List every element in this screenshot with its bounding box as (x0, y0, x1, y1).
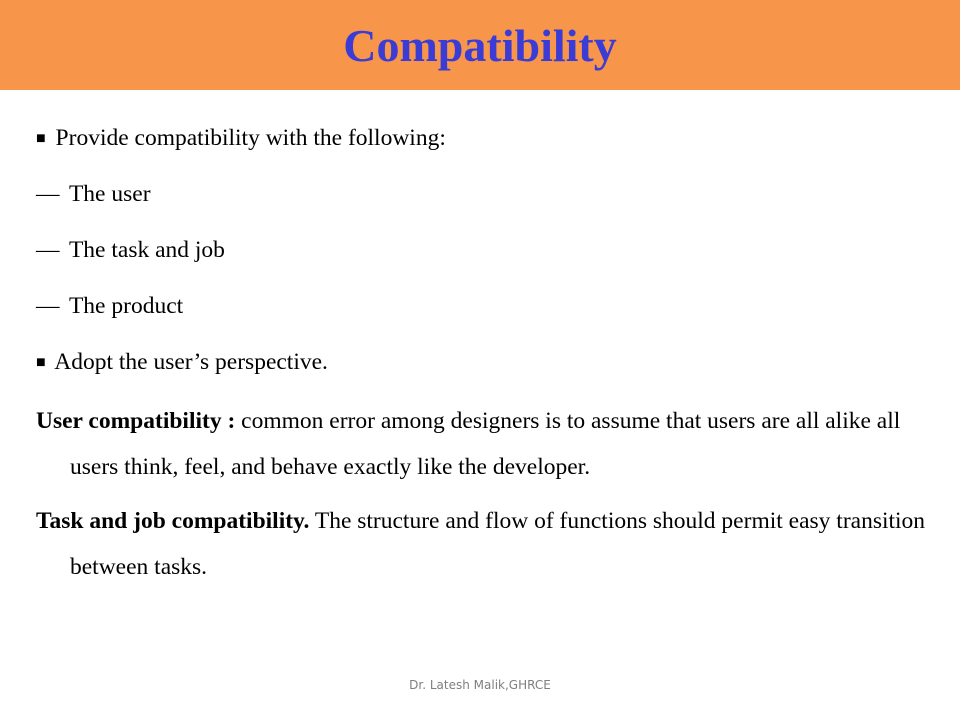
paragraph-lead: User compatibility : (36, 408, 236, 434)
slide-title: Compatibility (343, 20, 617, 71)
paragraph-text: common error among designers is to assume that users are all alike all users think, feel, and behave exactly like the developer. (70, 408, 901, 480)
sub-bullet-item (36, 230, 926, 270)
square-bullet-icon: ■ (36, 354, 46, 371)
dash-bullet-icon: — (36, 237, 60, 263)
bullet-text: The task and job (68, 237, 225, 263)
paragraph-task-job-compatibility (36, 498, 926, 590)
paragraph-user-compatibility (36, 398, 926, 490)
bullet-text: Provide compatibility with the following: (55, 125, 446, 151)
paragraph-lead: Task and job compatibility. (36, 508, 310, 534)
bullet-item (36, 118, 926, 158)
sub-bullet-item (36, 286, 926, 326)
bullet-text: The user (68, 181, 151, 207)
bullet-item (36, 342, 926, 382)
dash-bullet-icon: — (36, 293, 60, 319)
bullet-text: Adopt the user’s perspective. (54, 349, 328, 375)
slide-body (36, 118, 926, 598)
sub-bullet-item (36, 174, 926, 214)
slide-footer: Dr. Latesh Malik,GHRCE (409, 678, 551, 692)
square-bullet-icon: ■ (36, 130, 46, 147)
dash-bullet-icon: — (36, 181, 60, 207)
paragraph-text: The structure and flow of functions should permit easy transition between tasks. (70, 508, 926, 580)
bullet-text: The product (68, 293, 184, 319)
